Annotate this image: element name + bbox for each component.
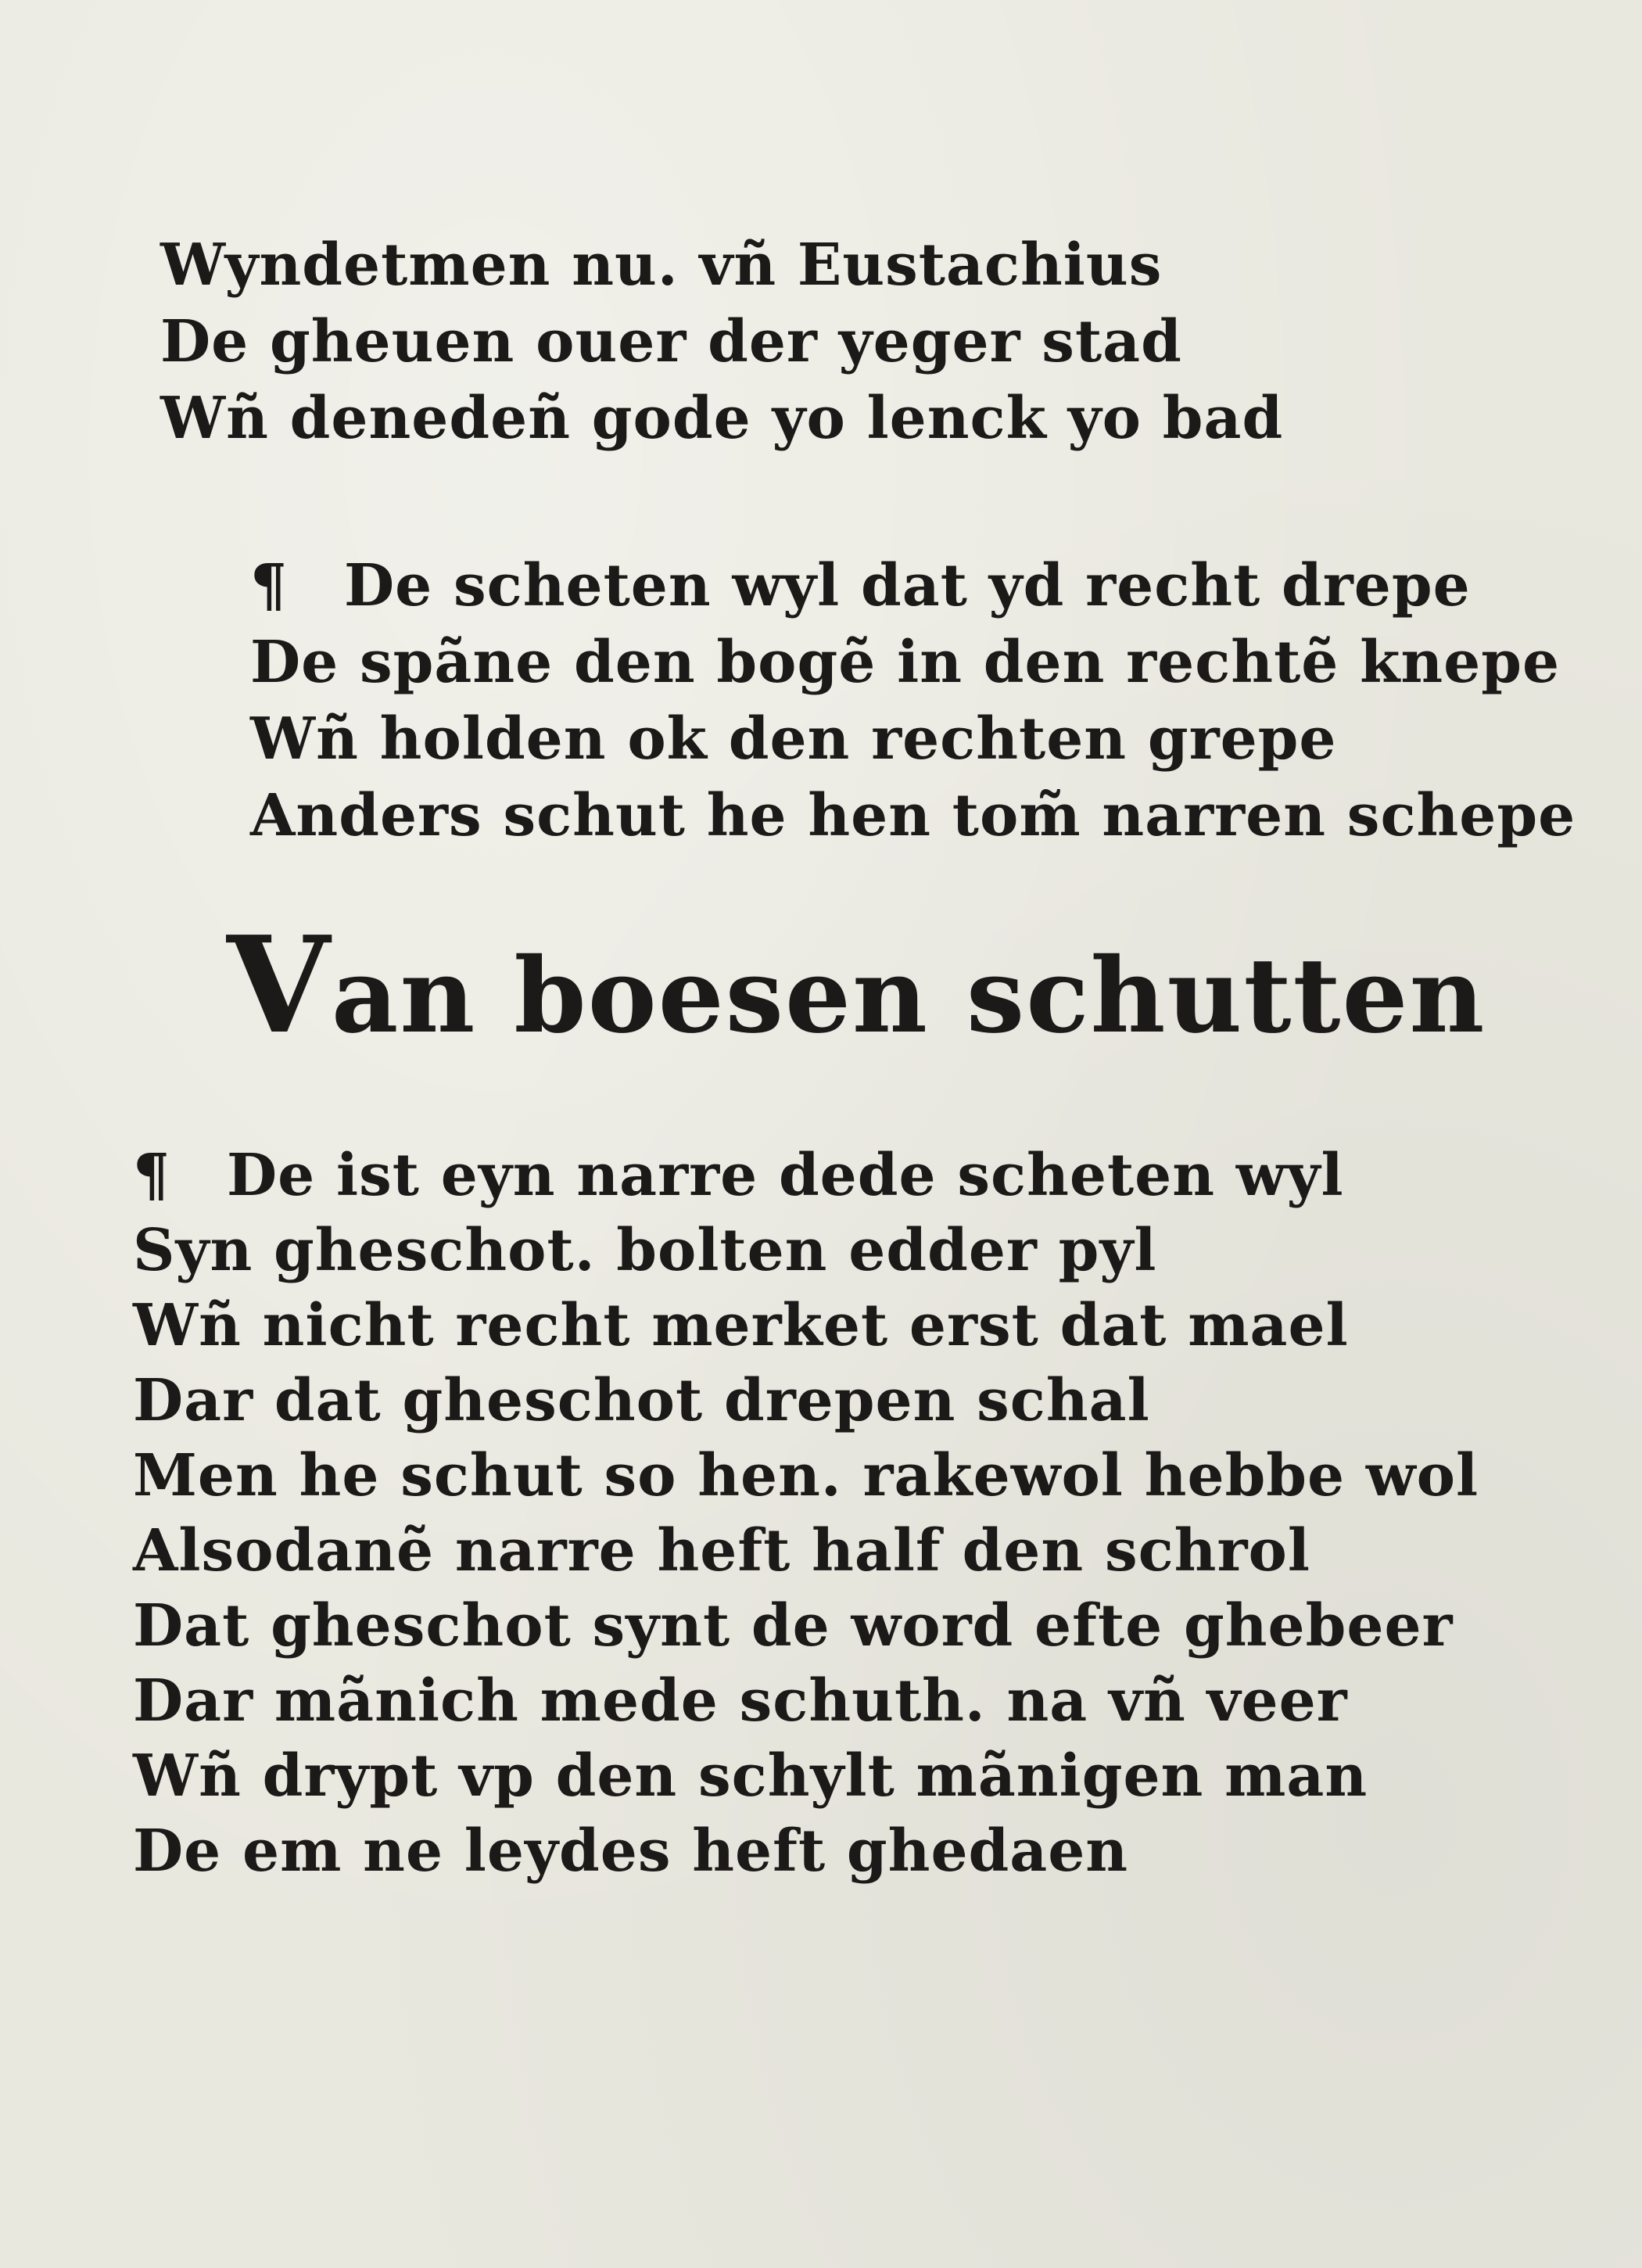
pilcrow-mark: ¶ xyxy=(133,1142,171,1209)
verse-line: Anders schut he hen tom̃ narren schepe xyxy=(250,782,1576,849)
verse-line: Wñ drypt vp den schylt mãnigen man xyxy=(133,1742,1368,1810)
verse-line xyxy=(133,1138,1479,1213)
verse-line: Wñ denedeñ gode yo lenck yo bad xyxy=(160,385,1284,452)
verse-line: De gheuen ouer der yeger stad xyxy=(160,308,1182,375)
main-stanza xyxy=(133,1138,1479,1889)
verse-line: Alsodanẽ narre heft half den schrol xyxy=(133,1517,1310,1584)
verse-line: Wyndetmen nu. vñ Eustachius xyxy=(160,231,1163,299)
heading-text: an boesen schutten xyxy=(331,935,1486,1057)
pilcrow-mark: ¶ xyxy=(250,552,289,619)
verse-line: Syn gheschot. bolten edder pyl xyxy=(133,1217,1157,1284)
verse-line: De em ne leydes heft ghedaen xyxy=(133,1818,1129,1885)
verse-line: Dar dat gheschot drepen schal xyxy=(133,1367,1150,1434)
verse-line: Wñ nicht recht merket erst dat mael xyxy=(133,1292,1349,1359)
chapter-heading xyxy=(227,907,1486,1064)
verse-line: Wñ holden ok den rechten grepe xyxy=(250,705,1337,773)
verse-line: Dar mãnich mede schuth. na vñ veer xyxy=(133,1667,1348,1735)
verse-line: De spãne den bogẽ in den rechtẽ knepe xyxy=(250,629,1561,696)
verse-line-text: De ist eyn narre dede scheten wyl xyxy=(227,1142,1344,1209)
opening-stanza xyxy=(160,227,1283,457)
motto-stanza xyxy=(250,547,1576,854)
heading-initial: V xyxy=(227,907,332,1064)
verse-line-text: De scheten wyl dat yd recht drepe xyxy=(344,552,1471,619)
verse-line: Dat gheschot synt de word efte ghebeer xyxy=(133,1592,1454,1660)
verse-line: Men he schut so hen. rakewol hebbe wol xyxy=(133,1442,1479,1509)
verse-line xyxy=(250,547,1576,624)
